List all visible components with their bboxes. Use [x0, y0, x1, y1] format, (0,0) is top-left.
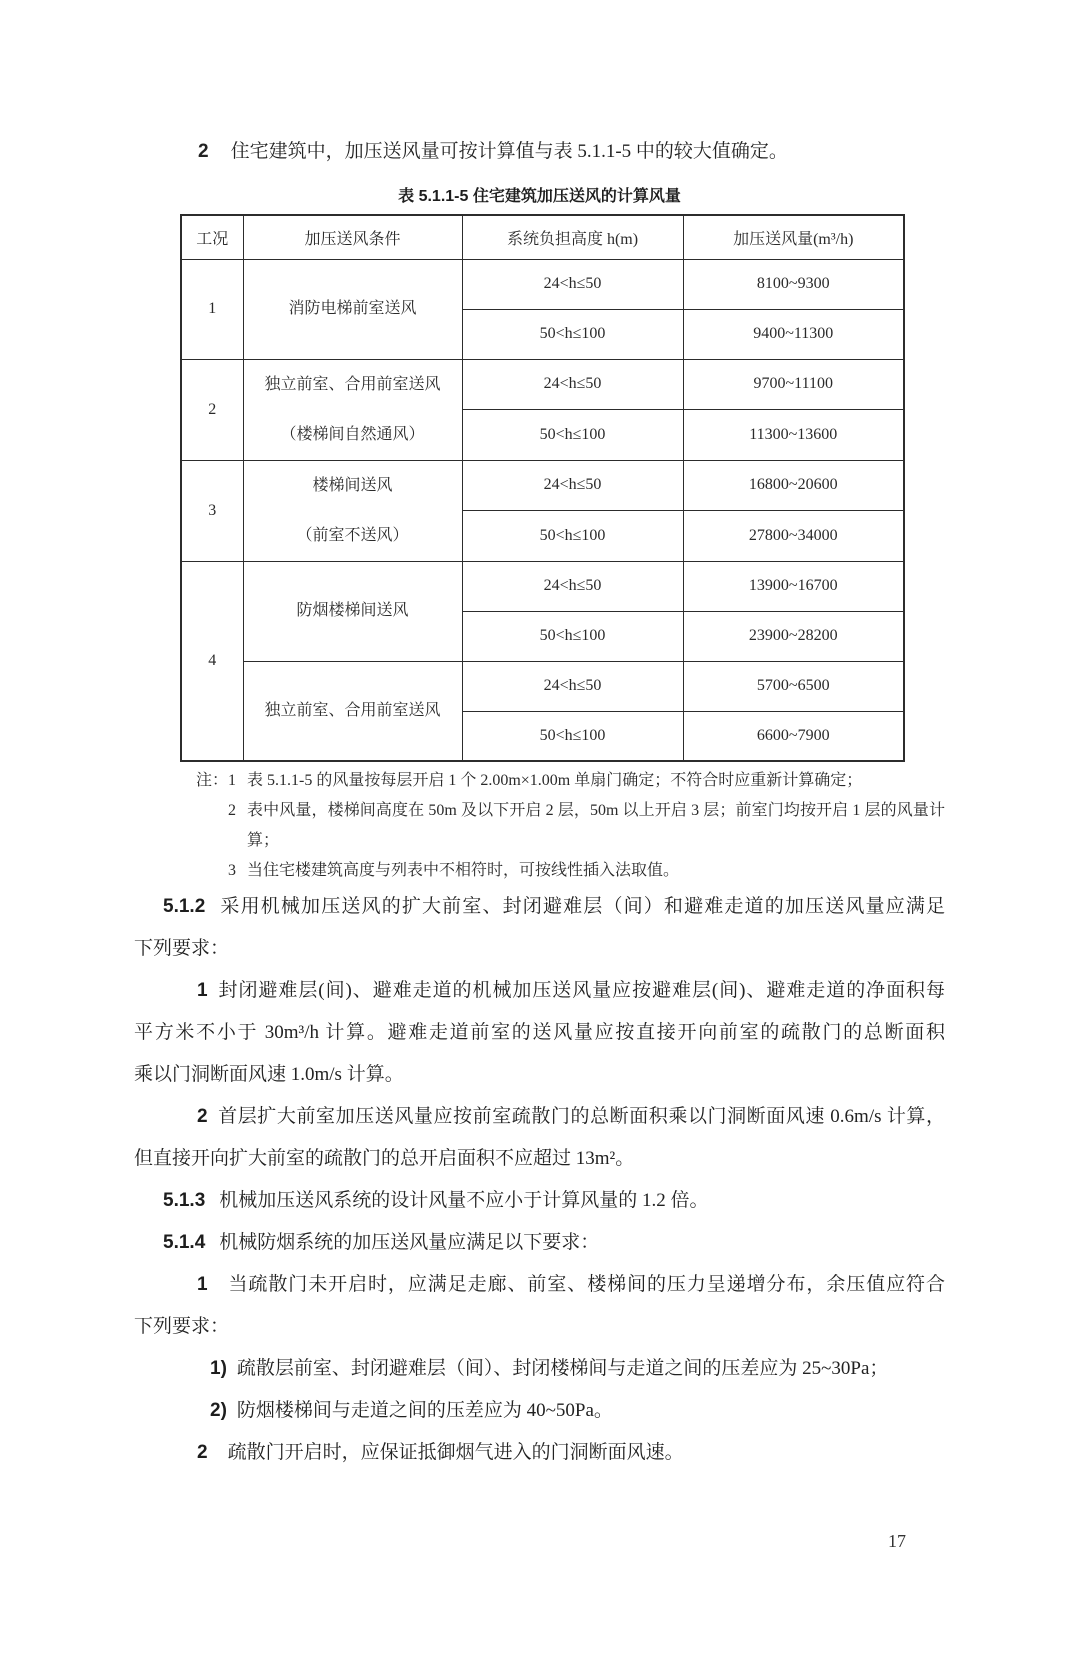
- condition-cell: [243, 460, 462, 561]
- condition-cell: [243, 359, 462, 460]
- condition-line: 独立前室、合用前室送风: [264, 375, 441, 393]
- volume-cell: 9700~11100: [683, 359, 904, 410]
- text-line: 5.1.3 机械加压送风系统的设计风量不应小于计算风量的 1.2 倍。: [163, 1190, 709, 1211]
- case-cell: 2: [181, 359, 243, 460]
- height-range-cell: 24<h≤50: [462, 359, 683, 410]
- note-label: [196, 766, 236, 796]
- header-cell-volume: 加压送风量(m³/h): [683, 215, 904, 259]
- table-row: [181, 460, 904, 511]
- table-body: [181, 259, 904, 761]
- condition-line: （楼梯间自然通风）: [280, 425, 425, 443]
- height-range-cell: 50<h≤100: [462, 711, 683, 761]
- text-line: 1 当疏散门未开启时，应满足走廊、前室、楼梯间的压力呈递增分布，余压值应符合: [197, 1274, 945, 1295]
- note-text: 表中风量，楼梯间高度在 50m 及以下开启 2 层，50m 以上开启 3 层；前室门均按开启 1 层的风量计算；: [247, 802, 945, 849]
- paragraph: [134, 886, 945, 970]
- condition-cell: [243, 561, 462, 661]
- paragraph: [134, 1432, 945, 1474]
- case-cell: 1: [181, 259, 243, 359]
- height-range-cell: 50<h≤100: [462, 410, 683, 461]
- document-content: [0, 138, 1080, 1474]
- note-row: [196, 766, 945, 796]
- paragraph: [134, 1180, 945, 1222]
- height-range-cell: 24<h≤50: [462, 561, 683, 611]
- intro-number: 2: [198, 141, 209, 162]
- volume-cell: 27800~34000: [683, 511, 904, 562]
- condition-line: 防烟楼梯间送风: [296, 602, 409, 619]
- height-range-cell: 24<h≤50: [462, 661, 683, 711]
- case-cell: 3: [181, 460, 243, 561]
- text-line: 下列要求：: [134, 1316, 230, 1337]
- volume-cell: 23900~28200: [683, 611, 904, 661]
- text-line: 2 首层扩大前室加压送风量应按前室疏散门的总断面积乘以门洞断面风速 0.6m/s 计算，: [197, 1106, 945, 1127]
- volume-cell: 5700~6500: [683, 661, 904, 711]
- text-line: 2) 防烟楼梯间与走道之间的压差应为 40~50Pa。: [210, 1400, 613, 1421]
- volume-cell: 11300~13600: [683, 410, 904, 461]
- note-number: 1: [228, 772, 237, 789]
- text-line: 平方米不小于 30m³/h 计算。避难走道前室的送风量应按直接开向前室的疏散门的总断面积: [134, 1022, 945, 1043]
- note-number: 2: [228, 802, 236, 819]
- paragraph: [134, 1222, 945, 1264]
- paragraph-number: 2): [210, 1400, 227, 1421]
- body-text: [134, 886, 945, 1474]
- text-line: 但直接开向扩大前室的疏散门的总开启面积不应超过 13m²。: [134, 1148, 635, 1169]
- page-container: [0, 138, 1080, 1665]
- text-line: 2 疏散门开启时，应保证抵御烟气进入的门洞断面风速。: [197, 1442, 684, 1463]
- condition-line: 独立前室、合用前室送风: [264, 701, 441, 719]
- paragraph-number: 5.1.3: [163, 1190, 206, 1211]
- header-cell-condition: 加压送风条件: [243, 215, 462, 259]
- intro-paragraph: [134, 138, 945, 166]
- volume-cell: 6600~7900: [683, 711, 904, 761]
- note-number: 3: [228, 862, 236, 879]
- paragraph: [134, 1348, 945, 1390]
- table-header-row: [181, 215, 904, 259]
- text-line: 1 封闭避难层(间)、避难走道的机械加压送风量应按避难层(间)、避难走道的净面积每: [197, 980, 945, 1001]
- paragraph-number: 2: [197, 1106, 208, 1127]
- table-row: [181, 259, 904, 309]
- paragraph-number: 1): [210, 1358, 227, 1379]
- header-cell-case: 工况: [181, 215, 243, 259]
- header-cell-height: 系统负担高度 h(m): [462, 215, 683, 259]
- note-prefix: 注：: [196, 772, 229, 789]
- text-line: 下列要求：: [134, 938, 230, 959]
- paragraph: [134, 1264, 945, 1348]
- paragraph-number: 5.1.2: [163, 896, 206, 917]
- note-row: [196, 796, 945, 856]
- text-line: 1) 疏散层前室、封闭避难层（间）、封闭楼梯间与走道之间的压差应为 25~30Pa；: [210, 1358, 889, 1379]
- paragraph-number: 5.1.4: [163, 1232, 206, 1253]
- paragraph: [134, 970, 945, 1096]
- table-row: [181, 359, 904, 410]
- height-range-cell: 50<h≤100: [462, 309, 683, 359]
- table-row: [181, 561, 904, 611]
- height-range-cell: 24<h≤50: [462, 259, 683, 309]
- note-label: [196, 796, 236, 856]
- condition-cell: [243, 661, 462, 761]
- paragraph-number: 1: [197, 980, 208, 1001]
- case-cell: 4: [181, 561, 243, 761]
- supply-air-table: [180, 214, 905, 762]
- note-label: [196, 856, 236, 886]
- volume-cell: 9400~11300: [683, 309, 904, 359]
- table-row: [181, 661, 904, 711]
- condition-line: 消防电梯前室送风: [288, 300, 417, 317]
- text-line: 5.1.2 采用机械加压送风的扩大前室、封闭避难层（间）和避难走道的加压送风量应满足: [163, 896, 945, 917]
- paragraph-number: 1: [197, 1274, 208, 1295]
- page-number: 17: [888, 1531, 906, 1551]
- text-line: 5.1.4 机械防烟系统的加压送风量应满足以下要求：: [163, 1232, 600, 1253]
- volume-cell: 8100~9300: [683, 259, 904, 309]
- volume-cell: 13900~16700: [683, 561, 904, 611]
- height-range-cell: 50<h≤100: [462, 511, 683, 562]
- note-row: [196, 856, 945, 886]
- condition-cell: [243, 259, 462, 359]
- paragraph-number: 2: [197, 1442, 208, 1463]
- text-line: 乘以门洞断面风速 1.0m/s 计算。: [134, 1064, 404, 1085]
- condition-line: （前室不送风）: [296, 526, 409, 544]
- note-text: 表 5.1.1-5 的风量按每层开启 1 个 2.00m×1.00m 单扇门确定；不符合时应重新计算确定；: [247, 772, 863, 789]
- volume-cell: 16800~20600: [683, 460, 904, 511]
- paragraph: [134, 1096, 945, 1180]
- note-text: 当住宅楼建筑高度与列表中不相符时，可按线性插入法取值。: [247, 862, 680, 879]
- height-range-cell: 24<h≤50: [462, 460, 683, 511]
- condition-line: 楼梯间送风: [312, 476, 393, 494]
- paragraph: [134, 1390, 945, 1432]
- notes-block: [196, 766, 945, 886]
- intro-text: 住宅建筑中，加压送风量可按计算值与表 5.1.1-5 中的较大值确定。: [230, 141, 788, 162]
- height-range-cell: 50<h≤100: [462, 611, 683, 661]
- table-title: 表 5.1.1-5 住宅建筑加压送风的计算风量: [398, 188, 681, 205]
